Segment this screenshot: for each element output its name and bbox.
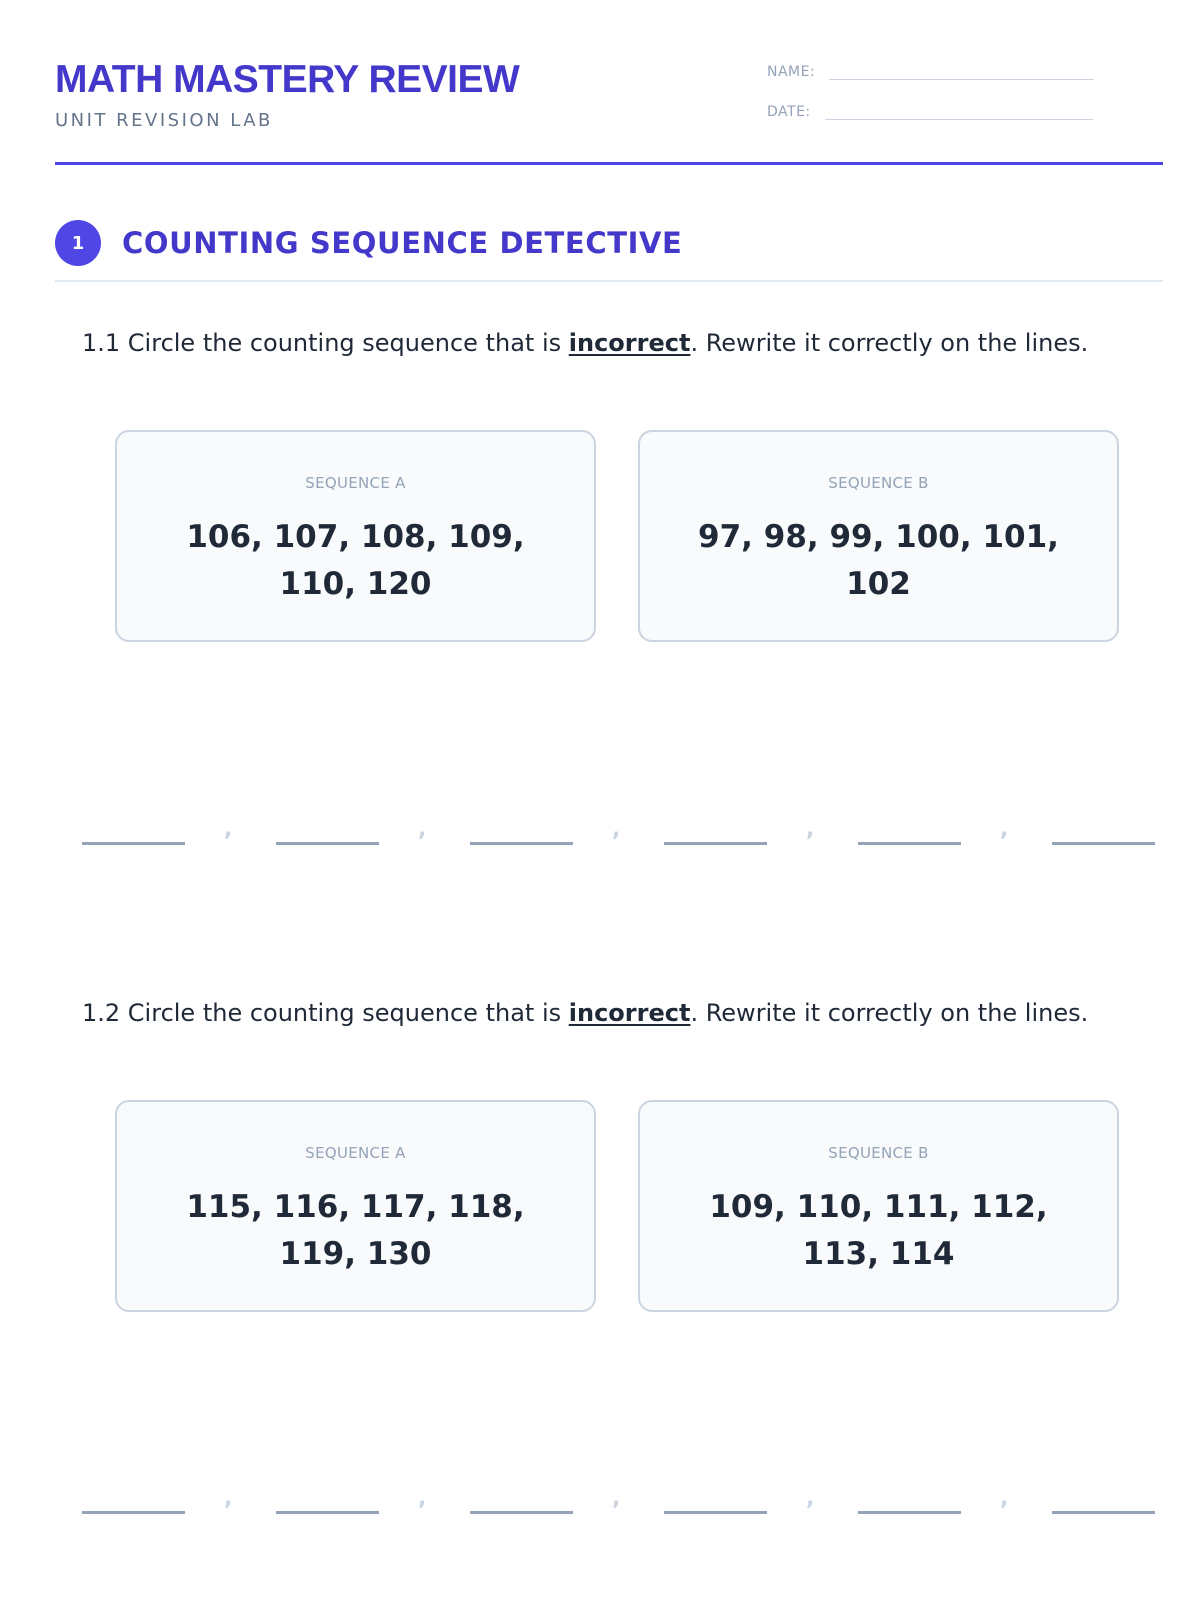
answer-blank[interactable] bbox=[858, 842, 961, 845]
date-field bbox=[767, 104, 1093, 120]
question-1-1-prompt bbox=[82, 328, 1088, 358]
question-prompt-text: . Rewrite it correctly on the lines. bbox=[690, 999, 1089, 1027]
answer-comma: , bbox=[612, 817, 621, 842]
answer-comma: , bbox=[224, 817, 233, 842]
sequence-b-values: 109, 110, 111, 112, 113, 114 bbox=[709, 1189, 1048, 1272]
sequence-a-label: SEQUENCE A bbox=[305, 1144, 406, 1162]
answer-comma: , bbox=[1000, 817, 1009, 842]
answer-blank[interactable] bbox=[470, 1511, 573, 1514]
sequence-a-card[interactable] bbox=[115, 1100, 596, 1312]
answer-comma: , bbox=[418, 1486, 427, 1511]
date-line[interactable] bbox=[825, 119, 1093, 120]
sequence-a-values: 106, 107, 108, 109, 110, 120 bbox=[186, 519, 525, 602]
answer-blank[interactable] bbox=[470, 842, 573, 845]
answer-comma: , bbox=[418, 817, 427, 842]
sequence-a-card[interactable] bbox=[115, 430, 596, 642]
question-prompt-text: . Rewrite it correctly on the lines. bbox=[690, 329, 1089, 357]
answer-blank[interactable] bbox=[276, 1511, 379, 1514]
name-label: NAME: bbox=[767, 64, 816, 80]
sequence-b-card[interactable] bbox=[638, 430, 1119, 642]
answer-blank[interactable] bbox=[1052, 842, 1155, 845]
sequence-a-label: SEQUENCE A bbox=[305, 474, 406, 492]
section-heading bbox=[55, 218, 1163, 282]
question-prompt-text: 1.2 Circle the counting sequence that is bbox=[82, 999, 569, 1027]
worksheet-title: MATH MASTERY REVIEW bbox=[55, 58, 520, 101]
question-1-2-prompt bbox=[82, 998, 1088, 1028]
answer-blank[interactable] bbox=[858, 1511, 961, 1514]
question-emphasis: incorrect bbox=[568, 999, 691, 1027]
date-label: DATE: bbox=[767, 104, 811, 120]
answer-row-1-2 bbox=[82, 1484, 1163, 1514]
answer-blank[interactable] bbox=[664, 1511, 767, 1514]
section-title: COUNTING SEQUENCE DETECTIVE bbox=[122, 226, 683, 260]
answer-blank[interactable] bbox=[276, 842, 379, 845]
answer-comma: , bbox=[806, 1486, 815, 1511]
sequence-b-card[interactable] bbox=[638, 1100, 1119, 1312]
answer-blank[interactable] bbox=[82, 1511, 185, 1514]
answer-comma: , bbox=[224, 1486, 233, 1511]
name-field bbox=[767, 64, 1094, 80]
sequence-b-values: 97, 98, 99, 100, 101, 102 bbox=[698, 519, 1059, 602]
question-prompt-text: 1.1 Circle the counting sequence that is bbox=[82, 329, 569, 357]
answer-row-1-1 bbox=[82, 815, 1163, 845]
answer-comma: , bbox=[1000, 1486, 1009, 1511]
sequence-b-label: SEQUENCE B bbox=[828, 1144, 929, 1162]
worksheet-subtitle: UNIT REVISION LAB bbox=[55, 110, 273, 131]
sequence-a-values: 115, 116, 117, 118, 119, 130 bbox=[186, 1189, 525, 1272]
answer-blank[interactable] bbox=[82, 842, 185, 845]
answer-comma: , bbox=[612, 1486, 621, 1511]
sequence-b-label: SEQUENCE B bbox=[828, 474, 929, 492]
section-number-badge: 1 bbox=[55, 220, 101, 266]
question-emphasis: incorrect bbox=[568, 329, 691, 357]
answer-blank[interactable] bbox=[1052, 1511, 1155, 1514]
answer-comma: , bbox=[806, 817, 815, 842]
name-line[interactable] bbox=[829, 79, 1094, 80]
answer-blank[interactable] bbox=[664, 842, 767, 845]
